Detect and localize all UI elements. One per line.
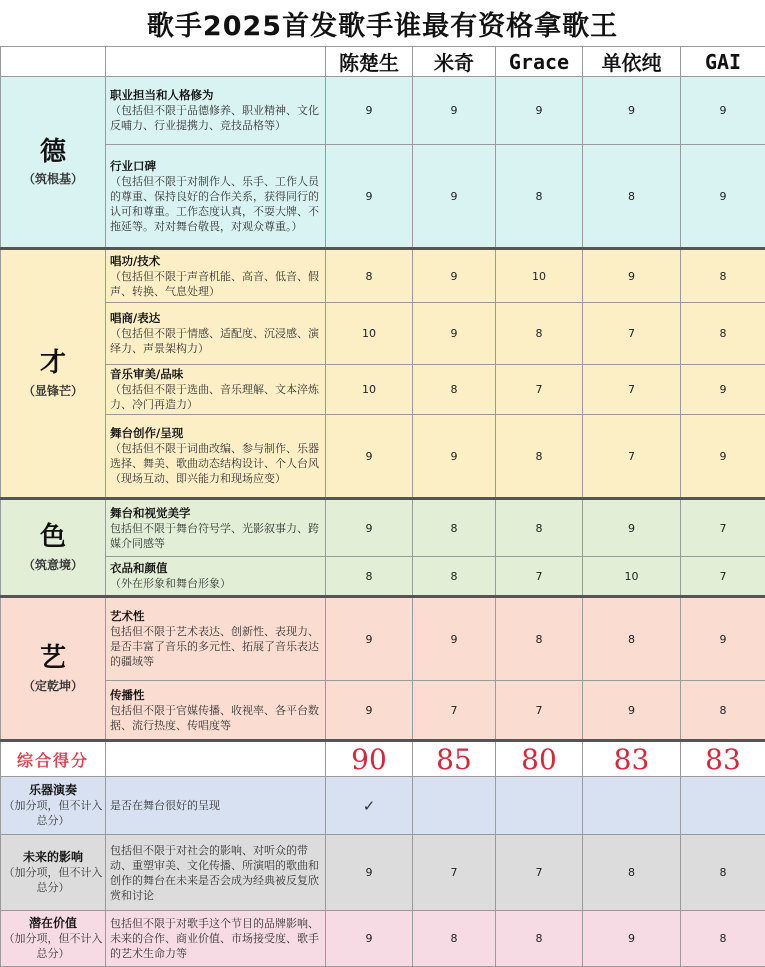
criterion-title: 舞台创作/呈现 [110, 426, 321, 441]
score-cell: 9 [681, 365, 765, 415]
criterion-title: 行业口碑 [110, 159, 321, 174]
score-cell: 8 [583, 145, 681, 249]
score-cell: 9 [413, 303, 496, 365]
criterion-desc: （包括但不限于对制作人、乐手、工作人员的尊重、保持良好的合作关系，获得同行的认可和尊重。工作态度认真，不耍大牌、不拖延等。对对舞台敬畏，对观众尊重。） [110, 174, 321, 234]
category-subtitle: （筑意境） [1, 556, 105, 573]
score-cell: 9 [413, 249, 496, 303]
bonus-title: 未来的影响 [1, 850, 105, 865]
criterion-title: 艺术性 [110, 609, 321, 624]
bonus-row [1, 777, 765, 835]
score-cell: 10 [583, 557, 681, 597]
score-cell: 9 [326, 499, 413, 557]
bonus-label [1, 835, 106, 911]
total-row [1, 741, 765, 777]
criterion [106, 145, 326, 249]
score-cell: 9 [326, 597, 413, 681]
criterion-desc: 包括但不限于舞台符号学、光影叙事力、跨媒介同感等 [110, 521, 321, 551]
criterion-desc: （包括但不限于品德修养、职业精神、文化反哺力、行业提携力、竞技品格等） [110, 103, 321, 133]
score-cell: 8 [496, 415, 583, 499]
score-cell: 7 [496, 557, 583, 597]
score-cell: 8 [496, 911, 583, 967]
score-cell: 8 [583, 835, 681, 911]
score-cell: 9 [583, 249, 681, 303]
score-cell: 10 [326, 365, 413, 415]
singer-header: Grace [496, 47, 583, 77]
criterion-desc: （包括但不限于选曲、音乐理解、文本淬炼力、冷门再造力） [110, 382, 321, 412]
score-cell: 8 [413, 557, 496, 597]
total-score: 80 [496, 741, 583, 777]
score-cell: 8 [496, 499, 583, 557]
score-cell: 9 [326, 681, 413, 741]
score-cell: 9 [681, 415, 765, 499]
score-cell: 9 [326, 145, 413, 249]
bonus-desc [106, 835, 326, 911]
score-cell: 7 [496, 681, 583, 741]
criterion-desc: 包括但不限于艺术表达、创新性、表现力、是否丰富了音乐的多元性、拓展了音乐表达的疆域等 [110, 624, 321, 669]
category-title: 才 [1, 348, 105, 379]
criterion [106, 365, 326, 415]
score-cell: 9 [681, 597, 765, 681]
criterion-title: 音乐审美/品味 [110, 367, 321, 382]
score-cell: 7 [681, 499, 765, 557]
criterion-desc: （外在形象和舞台形象） [110, 576, 321, 591]
score-cell: 8 [496, 597, 583, 681]
bonus-label [1, 911, 106, 967]
score-cell: 8 [681, 303, 765, 365]
category-de [1, 77, 106, 249]
total-score: 85 [413, 741, 496, 777]
header-blank [106, 47, 326, 77]
table-row [1, 145, 765, 249]
criterion-desc: 包括但不限于官媒传播、收视率、各平台数据、流行热度、传唱度等 [110, 703, 321, 733]
table-row [1, 249, 765, 303]
bonus-label [1, 777, 106, 835]
criterion-title: 传播性 [110, 688, 321, 703]
score-cell: 8 [681, 911, 765, 967]
score-cell: 9 [496, 77, 583, 145]
category-subtitle: （筑根基） [1, 170, 105, 187]
score-cell: 9 [413, 415, 496, 499]
score-cell [413, 777, 496, 835]
criterion [106, 557, 326, 597]
check-mark: ✓ [326, 777, 413, 835]
score-cell: 9 [583, 681, 681, 741]
singer-header: 单依纯 [583, 47, 681, 77]
score-cell: 7 [583, 303, 681, 365]
criterion-title: 唱功/技术 [110, 254, 321, 269]
criterion [106, 681, 326, 741]
bonus-desc [106, 911, 326, 967]
score-cell: 8 [496, 303, 583, 365]
header-blank [1, 47, 106, 77]
table-row [1, 77, 765, 145]
score-cell: 9 [583, 911, 681, 967]
score-cell [496, 777, 583, 835]
criterion-desc: （包括但不限于声音机能、高音、低音、假声、转换、气息处理） [110, 269, 321, 299]
bonus-desc [106, 777, 326, 835]
total-blank [106, 741, 326, 777]
total-score: 83 [583, 741, 681, 777]
score-cell: 9 [681, 77, 765, 145]
score-cell: 8 [496, 145, 583, 249]
bonus-note: （加分项，但不计入总分） [1, 865, 105, 895]
score-cell: 9 [326, 415, 413, 499]
criterion [106, 303, 326, 365]
singer-header: 米奇 [413, 47, 496, 77]
table-row [1, 365, 765, 415]
criterion [106, 415, 326, 499]
score-cell: 9 [326, 835, 413, 911]
category-se [1, 499, 106, 597]
rating-table [0, 46, 765, 967]
score-cell: 9 [681, 145, 765, 249]
score-cell: 7 [496, 835, 583, 911]
score-cell: 8 [326, 249, 413, 303]
score-cell: 10 [496, 249, 583, 303]
category-cai [1, 249, 106, 499]
table-row [1, 303, 765, 365]
category-title: 色 [1, 522, 105, 553]
category-title: 德 [1, 137, 105, 168]
total-score: 90 [326, 741, 413, 777]
total-label: 综合得分 [1, 741, 106, 777]
criterion-title: 唱商/表达 [110, 311, 321, 326]
criterion-title: 衣品和颜值 [110, 561, 321, 576]
score-cell [583, 777, 681, 835]
score-cell [681, 777, 765, 835]
criterion-title: 舞台和视觉美学 [110, 506, 321, 521]
criterion-desc: （包括但不限于词曲改编、参与制作、乐器选择、舞美、歌曲动态结构设计、个人台风（现场互动、即兴能力和现场应变） [110, 441, 321, 486]
criterion-desc: （包括但不限于情感、适配度、沉浸感、演绎力、声景架构力） [110, 326, 321, 356]
score-cell: 9 [583, 77, 681, 145]
singer-header: 陈楚生 [326, 47, 413, 77]
score-cell: 9 [413, 597, 496, 681]
bonus-title: 潜在价值 [1, 916, 105, 931]
category-yi [1, 597, 106, 741]
bonus-note: （加分项，但不计入总分） [1, 798, 105, 828]
score-cell: 9 [583, 499, 681, 557]
table-row [1, 499, 765, 557]
criterion [106, 499, 326, 557]
bonus-row [1, 911, 765, 967]
bonus-title: 乐器演奏 [1, 783, 105, 798]
criterion [106, 77, 326, 145]
score-cell: 8 [681, 681, 765, 741]
category-subtitle: （定乾坤） [1, 677, 105, 694]
score-cell: 7 [413, 835, 496, 911]
criterion-desc: 是否在舞台很好的呈现 [110, 798, 321, 813]
table-row [1, 681, 765, 741]
criterion [106, 249, 326, 303]
criterion-desc: 包括但不限于对歌手这个节目的品牌影响、未来的合作、商业价值、市场接受度、歌手的艺术生命力等 [110, 916, 321, 961]
criterion-desc: 包括但不限于对社会的影响、对听众的带动、重塑审美、文化传播、所演唱的歌曲和创作的舞台在未来是否会成为经典被反复欣赏和讨论 [110, 843, 321, 903]
score-cell: 7 [681, 557, 765, 597]
score-cell: 8 [583, 597, 681, 681]
criterion [106, 597, 326, 681]
table-row [1, 557, 765, 597]
score-cell: 8 [681, 249, 765, 303]
score-cell: 10 [326, 303, 413, 365]
category-title: 艺 [1, 643, 105, 674]
score-cell: 7 [413, 681, 496, 741]
score-cell: 8 [413, 365, 496, 415]
page-title: 歌手2025首发歌手谁最有资格拿歌王 [0, 0, 765, 46]
score-cell: 7 [583, 365, 681, 415]
table-row [1, 415, 765, 499]
score-cell: 9 [413, 77, 496, 145]
singer-header: GAI [681, 47, 765, 77]
score-cell: 8 [413, 911, 496, 967]
score-cell: 9 [326, 77, 413, 145]
score-cell: 8 [681, 835, 765, 911]
score-cell: 8 [413, 499, 496, 557]
score-cell: 8 [326, 557, 413, 597]
bonus-note: （加分项，但不计入总分） [1, 931, 105, 961]
table-row [1, 597, 765, 681]
category-subtitle: （显锋芒） [1, 382, 105, 399]
total-score: 83 [681, 741, 765, 777]
score-cell: 9 [326, 911, 413, 967]
score-cell: 9 [413, 145, 496, 249]
criterion-title: 职业担当和人格修为 [110, 88, 321, 103]
score-cell: 7 [583, 415, 681, 499]
bonus-row [1, 835, 765, 911]
header-row [1, 47, 765, 77]
score-cell: 7 [496, 365, 583, 415]
